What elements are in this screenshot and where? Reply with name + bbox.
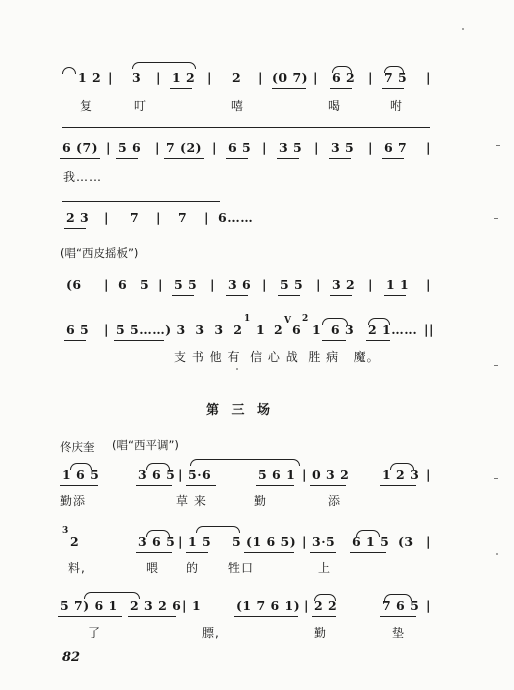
beam	[114, 340, 164, 341]
note: 3	[132, 70, 142, 85]
barline: |	[104, 277, 110, 292]
note: 7	[178, 210, 188, 225]
grace-note: 3	[62, 526, 69, 536]
barline: |	[156, 210, 162, 225]
lyric: 上	[318, 561, 332, 575]
score-line-6	[0, 467, 514, 487]
beam	[312, 616, 336, 617]
lyric: 叮	[134, 99, 148, 113]
note-group: 6 7	[384, 140, 408, 155]
note-group: 2 3 2 6	[130, 598, 182, 613]
barline: |	[210, 277, 216, 292]
lyric: 复	[80, 99, 94, 113]
note: (3	[398, 534, 414, 549]
note-group: 5 5	[280, 277, 304, 292]
barline: |	[158, 277, 164, 292]
note-group: 3 5	[331, 140, 355, 155]
note-group: 3 6	[228, 277, 252, 292]
lyric: 勤添	[60, 494, 87, 508]
beam	[278, 295, 300, 296]
beam	[256, 485, 294, 486]
beam	[330, 295, 352, 296]
note-group: 5 7) 6 1	[60, 598, 118, 613]
beam	[234, 616, 298, 617]
note-group: 1 5	[188, 534, 212, 549]
note: 6	[292, 322, 302, 337]
beam	[384, 295, 406, 296]
long-slur	[62, 201, 220, 202]
barline: |	[156, 70, 162, 85]
barline: |	[178, 534, 184, 549]
score-line-3	[0, 210, 514, 230]
beam	[329, 158, 351, 159]
beam	[226, 158, 248, 159]
note: 5	[140, 277, 150, 292]
score-line-4	[0, 277, 514, 297]
margin-dot	[236, 368, 238, 370]
score-line-7	[0, 526, 514, 554]
note-group: 6 5	[228, 140, 252, 155]
barline: |	[302, 467, 308, 482]
lyric: 了	[88, 626, 102, 640]
note-group: 5 5	[174, 277, 198, 292]
note-group: 0 3 2	[312, 467, 350, 482]
note-group: (0 7)	[272, 70, 309, 85]
barline: |	[426, 140, 432, 155]
score-line-2	[0, 140, 514, 160]
note: 1	[192, 598, 202, 613]
note-group: 3 6 5	[138, 534, 176, 549]
score-line-8	[0, 598, 514, 618]
scene-title: 第 三 场	[206, 403, 275, 418]
score-line-5	[0, 314, 514, 342]
barline: |	[426, 277, 432, 292]
beam	[128, 616, 176, 617]
note-group: 2 2	[314, 598, 338, 613]
margin-mark	[494, 365, 498, 366]
beam	[380, 616, 416, 617]
barline: |	[304, 598, 310, 613]
barline: |	[104, 210, 110, 225]
note-group: 6 5	[66, 322, 90, 337]
barline: |	[368, 140, 374, 155]
beam	[277, 158, 299, 159]
note-group: 2 3	[66, 210, 90, 225]
barline: |	[204, 210, 210, 225]
beam	[58, 616, 122, 617]
note-group: 6 (7)	[62, 140, 99, 155]
beam	[60, 485, 98, 486]
note-group: 5 6 1	[258, 467, 296, 482]
barline: |	[178, 467, 184, 482]
slur	[132, 62, 196, 69]
note-group: 2 1……	[368, 322, 418, 337]
lyric: 膘,	[202, 626, 220, 640]
singing-instruction: (唱“西平调”)	[112, 438, 179, 452]
beam	[64, 340, 86, 341]
note: 6	[118, 277, 128, 292]
barline: |	[258, 70, 264, 85]
beam	[172, 295, 194, 296]
beam	[272, 88, 306, 89]
beam	[244, 552, 294, 553]
slur	[196, 526, 240, 533]
note-group: 3·5	[312, 534, 336, 549]
barline: |	[426, 467, 432, 482]
barline: |	[314, 140, 320, 155]
note-group: 5 6	[118, 140, 142, 155]
barline: |	[262, 140, 268, 155]
singing-instruction: (唱“西皮摇板”)	[60, 246, 139, 260]
beam	[382, 158, 404, 159]
beam	[60, 158, 100, 159]
barline: |	[104, 322, 110, 337]
lyric: 喝	[328, 99, 342, 113]
barline: |	[182, 598, 188, 613]
beam	[310, 552, 336, 553]
note-group: 1 2	[172, 70, 196, 85]
note-group: (1 7 6 1)	[236, 598, 301, 613]
lyric: 咐	[390, 99, 404, 113]
beam	[170, 88, 192, 89]
lyric-line: 支 书 他 有 信 心 战 胜 病 魔。	[174, 350, 380, 364]
lyric: 喂	[146, 561, 160, 575]
barline: |	[426, 70, 432, 85]
barline: |	[302, 534, 308, 549]
beam	[116, 158, 138, 159]
note-group: 1 6 3	[312, 322, 355, 337]
slur	[62, 67, 76, 74]
double-barline: ||	[424, 322, 435, 337]
barline: |	[313, 70, 319, 85]
note-group: 5·6	[188, 467, 212, 482]
note-group: 3 6 5	[138, 467, 176, 482]
note-group: 3 2	[332, 277, 356, 292]
beam	[310, 485, 346, 486]
note: 2	[70, 534, 80, 549]
margin-dot	[462, 28, 464, 30]
barline: |	[207, 70, 213, 85]
note: (6	[66, 277, 82, 292]
margin-mark	[494, 478, 498, 479]
lyric: 我……	[63, 170, 103, 184]
note: 2	[274, 322, 284, 337]
note-group: 1 2	[78, 70, 102, 85]
note-group: 5 (1 6 5)	[232, 534, 297, 549]
lyric: 草 来	[176, 494, 207, 508]
note-group: 7 6 5	[382, 598, 420, 613]
lyric: 牲口	[228, 561, 255, 575]
lyric: 垫	[392, 626, 406, 640]
beam	[330, 88, 352, 89]
page-number: 82	[62, 650, 81, 665]
lyric: 勤	[314, 626, 328, 640]
note: 1	[256, 322, 266, 337]
beam	[164, 158, 204, 159]
note-group: 1 1	[386, 277, 410, 292]
slur	[190, 459, 300, 466]
lyric: 料,	[68, 561, 86, 575]
barline: |	[212, 140, 218, 155]
barline: |	[262, 277, 268, 292]
margin-dot	[496, 553, 498, 555]
note-group: 1 6 5	[62, 467, 100, 482]
note-group: 6 2	[332, 70, 356, 85]
beam	[186, 552, 208, 553]
margin-mark	[496, 145, 500, 146]
barline: |	[368, 70, 374, 85]
note-group: 1 2 3	[382, 467, 420, 482]
lyric: 的	[186, 561, 200, 575]
barline: |	[316, 277, 322, 292]
barline: |	[368, 277, 374, 292]
note-group: 5 5……) 3 3 3 2	[116, 322, 243, 337]
note: 2	[232, 70, 242, 85]
lyric: 添	[328, 494, 342, 508]
beam	[382, 88, 404, 89]
beam	[226, 295, 248, 296]
note: 7	[130, 210, 140, 225]
barline: |	[108, 70, 114, 85]
beam	[136, 552, 172, 553]
score-line-1	[0, 70, 514, 90]
barline: |	[106, 140, 112, 155]
barline: |	[426, 534, 432, 549]
beam	[136, 485, 172, 486]
grace-note: 1	[244, 314, 251, 324]
beam	[186, 485, 216, 486]
note-group: 6……	[218, 210, 254, 225]
beam	[322, 340, 346, 341]
barline: |	[155, 140, 161, 155]
long-slur	[62, 127, 430, 128]
beam	[380, 485, 416, 486]
beam	[366, 340, 390, 341]
beam	[350, 552, 386, 553]
character-name: 佟庆奎	[60, 440, 95, 454]
barline: |	[426, 598, 432, 613]
lyric: 勤	[254, 494, 268, 508]
breath-mark: V	[284, 316, 292, 326]
beam	[64, 228, 86, 229]
grace-note: 2	[302, 314, 309, 324]
note-group: 6 1 5	[352, 534, 390, 549]
note-group: 3 5	[279, 140, 303, 155]
margin-mark	[494, 218, 498, 219]
note-group: 7 (2)	[166, 140, 203, 155]
lyric: 嘻	[231, 99, 245, 113]
note-group: 7 5	[384, 70, 408, 85]
